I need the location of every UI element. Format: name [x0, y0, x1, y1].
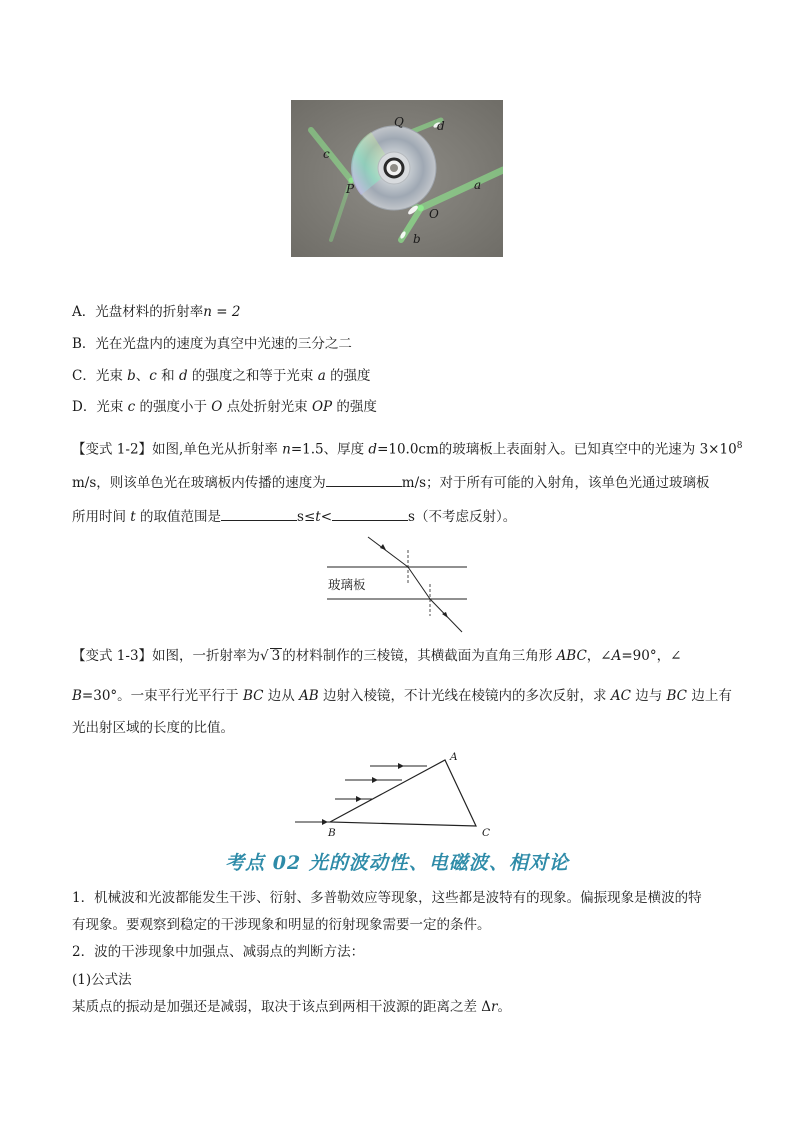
glass-plate-figure — [320, 532, 470, 634]
option-c: C．光束 b、c 和 d 的强度之和等于光束 a 的强度 — [72, 368, 371, 384]
prism-label-a: A — [450, 751, 458, 763]
label-a: a — [474, 178, 482, 192]
prism-label-c: C — [482, 827, 491, 839]
label-d: d — [437, 119, 445, 133]
disc-laser-photo — [291, 100, 503, 257]
section-p2: 2．波的干涉现象中加强点、减弱点的判断方法： — [72, 944, 365, 960]
variant-1-2-line2: m/s，则该单色光在玻璃板内传播的速度为 m/s；对于所有可能的入射角，该单色光通过玻璃板 — [72, 472, 710, 493]
answer-blank-tmin[interactable] — [221, 506, 297, 521]
section-p3: (1)公式法 — [72, 972, 132, 988]
glass-plate-label: 玻璃板 — [328, 577, 366, 592]
variant-1-3-line3: 光出射区域的长度的比值。 — [72, 720, 234, 736]
variant-1-3-line2: B=30°。一束平行光平行于 BC 边从 AB 边射入棱镜，不计光线在棱镜内的多次反射，求 AC 边与 BC 边上有 — [72, 688, 732, 704]
label-c: c — [323, 147, 330, 161]
label-b: b — [413, 232, 421, 246]
variant-1-2-line1: 【变式 1-2】如图,单色光从折射率 n=1.5、厚度 d=10.0cm的玻璃板上表面射入。已知真空中的光速为 $3\times 10^8$ — [72, 441, 743, 458]
section-p1-line1: 1．机械波和光波都能发生干涉、衍射、多普勒效应等现象，这些都是波特有的现象。偏振现象是横波的特 — [72, 890, 702, 906]
label-p: P — [346, 182, 355, 196]
prism-figure — [290, 748, 500, 840]
prism-label-b: B — [328, 827, 336, 839]
section-p4: 某质点的振动是加强还是减弱，取决于该点到两相干波源的距离之差 Δr。 — [72, 999, 512, 1015]
option-a: A．光盘材料的折射率n = 2 — [72, 304, 241, 320]
section-heading: 考点 02 光的波动性、电磁波、相对论 — [225, 852, 569, 874]
formula-n2: n = 2 — [203, 304, 241, 320]
option-d: D．光束 c 的强度小于 O 点处折射光束 OP 的强度 — [72, 399, 377, 415]
variant-1-3-line1: 【变式 1-3】如图，一折射率为√ 3 的材料制作的三棱镜，其横截面为直角三角形 ABC，∠A=90°，∠ — [72, 648, 682, 664]
answer-blank-speed[interactable] — [326, 472, 402, 487]
arrow-incident-icon — [380, 544, 386, 550]
variant-1-2-line3: 所用时间 t 的取值范围是 s≤t< s（不考虑反射）。 — [72, 506, 516, 527]
section-p1-line2: 有现象。要观察到稳定的干涉现象和明显的衍射现象需要一定的条件。 — [72, 917, 491, 933]
label-o: O — [429, 207, 439, 221]
label-q: Q — [394, 115, 404, 129]
answer-blank-tmax[interactable] — [332, 506, 408, 521]
option-b: B．光在光盘内的速度为真空中光速的三分之二 — [72, 336, 352, 352]
